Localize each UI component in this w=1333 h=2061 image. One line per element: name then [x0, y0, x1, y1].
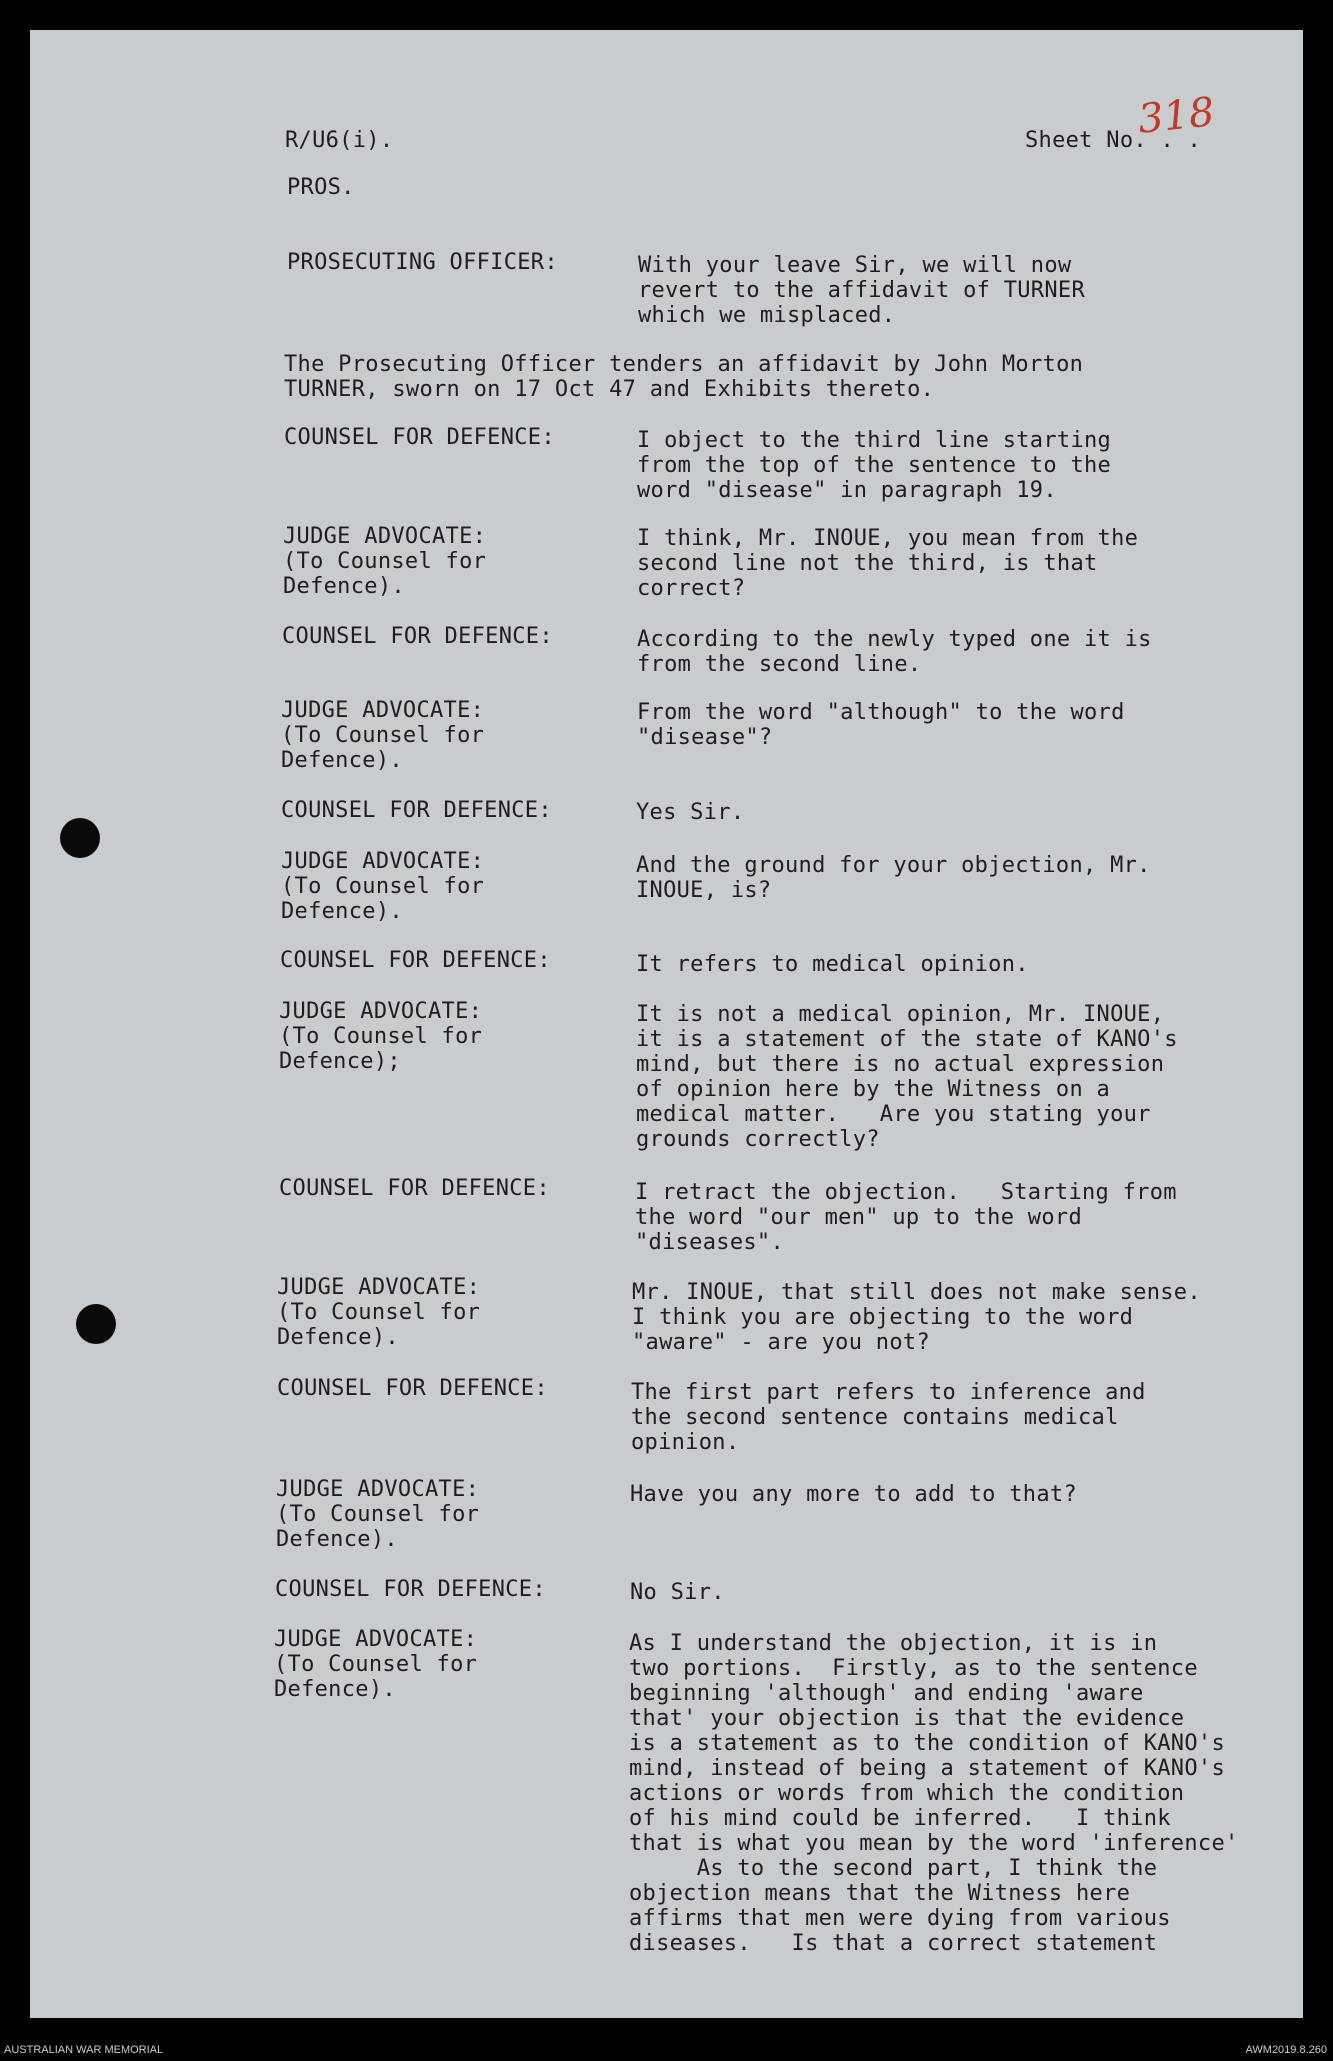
speech-text: Have you any more to add to that?: [630, 1482, 1077, 1507]
speaker-label: JUDGE ADVOCATE: (To Counsel for Defence).: [283, 524, 487, 599]
speaker-label: JUDGE ADVOCATE: (To Counsel for Defence).: [274, 1627, 478, 1702]
speech-text: I object to the third line starting from the top of the sentence to the word "disease" in paragraph 19.: [637, 428, 1112, 503]
speaker-label: JUDGE ADVOCATE: (To Counsel for Defence);: [279, 999, 483, 1074]
speaker-label: COUNSEL FOR DEFENCE:: [282, 624, 553, 649]
speech-text: The first part refers to inference and the second sentence contains medical opinion.: [631, 1380, 1146, 1455]
speech-text: Yes Sir.: [636, 800, 745, 825]
speech-text: I retract the objection. Starting from the word "our men" up to the word "diseases".: [635, 1180, 1177, 1255]
speaker-label: COUNSEL FOR DEFENCE:: [279, 1176, 550, 1201]
speaker-label: JUDGE ADVOCATE: (To Counsel for Defence).: [277, 1275, 481, 1350]
speech-text: From the word "although" to the word "disease"?: [637, 700, 1125, 750]
speech-text: As I understand the objection, it is in two portions. Firstly, as to the sentence beginning 'although' and ending 'aware that' your objection is that the evidence is a statement as to the condition of KANO's mind, instead of being a statement of KANO's actions or words from which the condition of his mind could be inferred. I think that is what you mean by the word 'inference' As to the second part, I think the objection means that the Witness here affirms that men were dying from various diseases. Is that a correct statement: [629, 1631, 1239, 1956]
speaker-label: JUDGE ADVOCATE: (To Counsel for Defence).: [281, 698, 485, 773]
section-label: PROS.: [287, 175, 355, 200]
speech-text: And the ground for your objection, Mr. INOUE, is?: [636, 853, 1151, 903]
speaker-label: JUDGE ADVOCATE: (To Counsel for Defence).: [276, 1477, 480, 1552]
speaker-label: COUNSEL FOR DEFENCE:: [277, 1376, 548, 1401]
speech-text: It is not a medical opinion, Mr. INOUE, it is a statement of the state of KANO's mind, but there is no actual expression of opinion here by the Witness on a medical matter. Are you stating your grounds correctly?: [636, 1002, 1178, 1152]
speaker-label: COUNSEL FOR DEFENCE:: [284, 425, 555, 450]
speaker-label: JUDGE ADVOCATE: (To Counsel for Defence).: [281, 849, 485, 924]
speech-text: Mr. INOUE, that still does not make sense. I think you are objecting to the word "aware" - are you not?: [632, 1280, 1201, 1355]
speech-text: No Sir.: [630, 1580, 725, 1605]
sheet-number: 318: [1135, 89, 1217, 143]
punch-hole-upper: [60, 818, 100, 858]
sheet-label: Sheet No. . .: [1025, 128, 1202, 153]
speech-text: According to the newly typed one it is from the second line.: [637, 627, 1152, 677]
speaker-label: COUNSEL FOR DEFENCE:: [281, 798, 552, 823]
speech-text: I think, Mr. INOUE, you mean from the second line not the third, is that correct?: [637, 526, 1139, 601]
footer-credit: AUSTRALIAN WAR MEMORIAL: [4, 2044, 164, 2056]
speech-text: It refers to medical opinion.: [636, 952, 1029, 977]
speech-text: With your leave Sir, we will now revert to the affidavit of TURNER which we misplaced.: [638, 253, 1085, 328]
narrative-text: The Prosecuting Officer tenders an affidavit by John Morton TURNER, sworn on 17 Oct 47 and Exhibits thereto.: [284, 352, 1084, 402]
speaker-label: PROSECUTING OFFICER:: [287, 250, 558, 275]
punch-hole-lower: [76, 1304, 116, 1344]
footer-reference: AWM2019.8.260: [1245, 2044, 1327, 2056]
speaker-label: COUNSEL FOR DEFENCE:: [280, 948, 551, 973]
document-code: R/U6(i).: [285, 128, 394, 153]
speaker-label: COUNSEL FOR DEFENCE:: [275, 1577, 546, 1602]
